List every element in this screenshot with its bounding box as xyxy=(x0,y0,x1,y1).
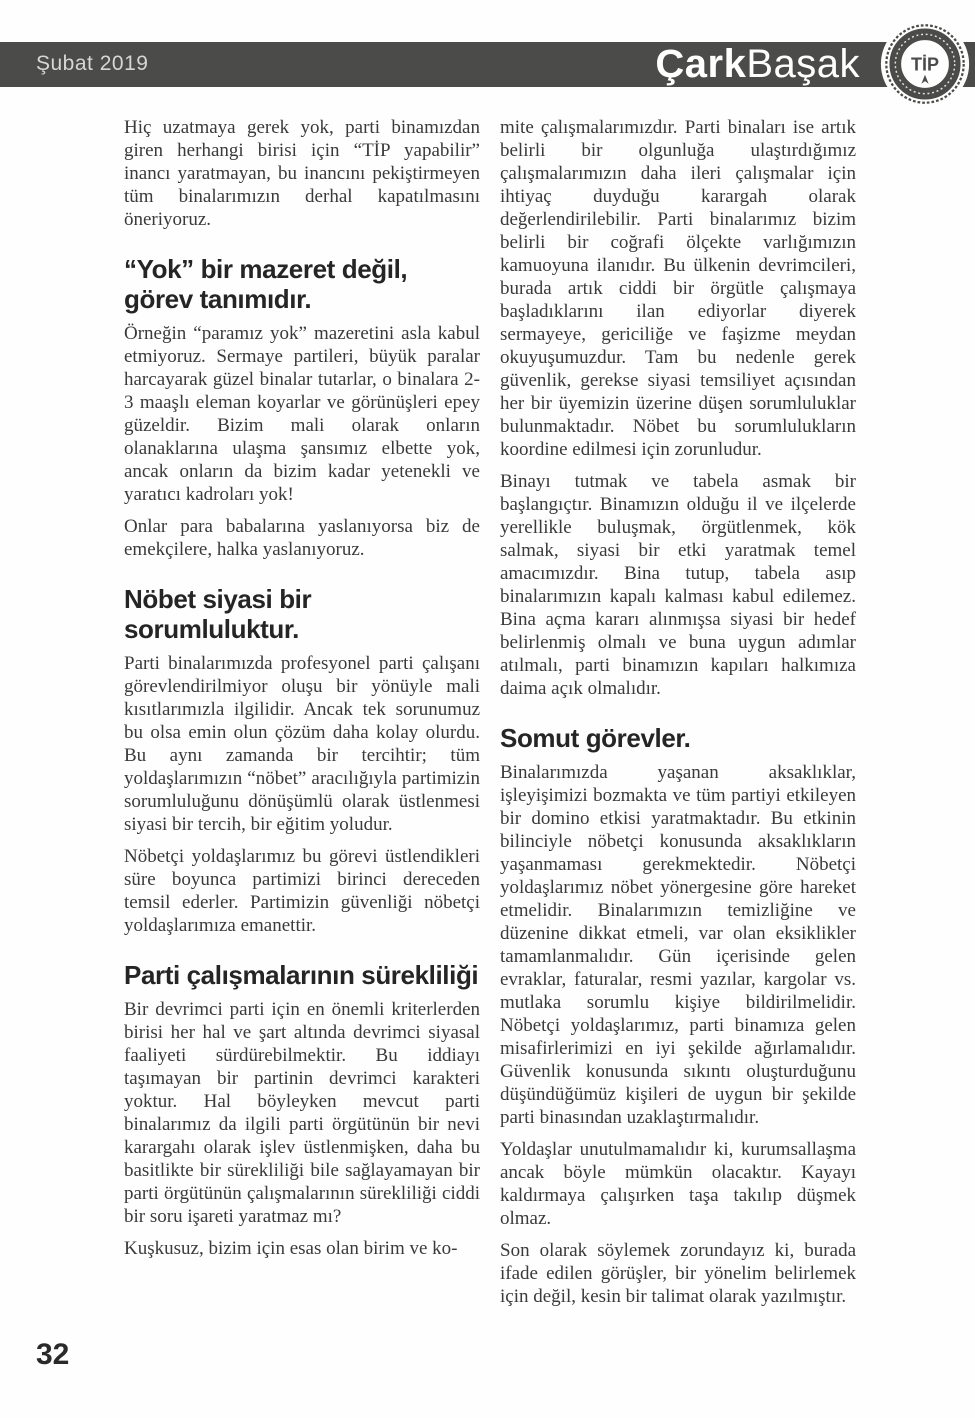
section-heading-line: görev tanımıdır. xyxy=(124,284,312,314)
article-paragraph: mite çalışmalarımızdır. Parti binaları ise artık belirli bir olgunluğa ulaştırdığımız çalışmalarımızın daha ileri çalışmalar için ihtiyaç duyduğu karargah olarak değerlendirilebilir. Parti binalarımız bizim belirli bir coğrafi ölçekte varlığımızın kamuoyuna ilanıdır. Bu ülkenin devrimcileri, burada artık ciddi bir örgütle çalışmaya başladıklarını ilan ediyorlar diyerek sermayeye, gericiliğe ve faşizme meydan okuyuşumuzdur. Tam bu nedenle gerek güvenlik, gerekse siyasi temsiliyet açısından her bir üyemizin üzerine düşen sorumluluklar bulunmaktadır. Nöbet bu sorumlulukların koordine edilmesi için zorunludur. xyxy=(500,117,856,460)
article-paragraph: Hiç uzatmaya gerek yok, parti binamızdan giren herhangi birisi için “TİP yapabilir” inancı yaratmayan, bu inancını pekiştirmeyen tüm binalarımızın derhal kapatılmasını öneriyoruz. xyxy=(124,117,480,230)
section-heading-somut-gorevler: Somut görevler. xyxy=(500,723,691,753)
article-paragraph: Binayı tutmak ve tabela asmak bir başlangıçtır. Binamızın olduğu il ve ilçelerde yerellikle buluşmak, örgütlenmek, kök salmak, siyasi bir etki yaratmak temel amacımızdır. Bina tutup, tabela asıp binalarımızın kapalı kalması kabul edilemez. Bina açma kararı alınmışsa siyasi bir hedef belirlenmiş olmalı ve buna uygun adımlar atılmalı, parti binamızın kapıları halkımıza daima açık olmalıdır. xyxy=(500,471,856,699)
article-column-right xyxy=(500,116,856,1317)
section-heading-mazeret xyxy=(124,254,480,314)
issue-date: Şubat 2019 xyxy=(36,52,149,75)
article-paragraph: Kuşkusuz, bizim için esas olan birim ve ko- xyxy=(124,1238,458,1259)
masthead-bold: Çark xyxy=(655,42,747,86)
logo-tip-text: TİP xyxy=(910,54,940,75)
article-paragraph: Bir devrimci parti için en önemli kriterlerden birisi her hal ve şart altında devrimci siyasal faaliyeti sürdürebilmektir. Bu iddiayı taşımayan bir partinin devrimci karakteri yoktur. Hal böyleyken mevcut parti binalarımız da ilgili parti örgütünün bir nevi karargahı olarak işlev üstlenmişken, daha bu basitlikte bir sürekliliği bile sağlayamayan bir parti örgütünün çalışmalarının sürekliliği ciddi bir soru işareti yaratmaz mı? xyxy=(124,999,480,1227)
article-column-left xyxy=(124,116,480,1269)
article-paragraph: Nöbetçi yoldaşlarımız bu görevi üstlendikleri süre boyunca partimizi birinci dereceden temsil ederler. Partimizin güvenliği nöbetçi yoldaşlarımıza emanettir. xyxy=(124,846,480,936)
section-heading-sureklilik: Parti çalışmalarının sürekliliği xyxy=(124,960,479,990)
article-paragraph: Binalarımızda yaşanan aksaklıklar, işleyişimizi bozmakta ve tüm partiyi etkileyen bir domino etkisi yaratmaktadır. Bu etkinin bilinciyle nöbetçi konusunda aksaklıkların yaşanmaması gerekmektedir. Nöbetçi yoldaşlarımız nöbet yönergesine göre hareket etmelidir. Binalarımızın temizliğine ve düzenine dikkat etmeli, var olan eksiklikler tamamlanmalıdır. Gün içerisinde gelen evraklar, faturalar, resmi yazılar, kargolar vs. mutlaka sorumlu kişiye bildirilmelidir. Nöbetçi yoldaşlarımız, parti binamıza gelen misafirlerimizi en iyi şekilde ağırlamalıdır. Güvenlik konusunda sıkıntı oluşturduğunu düşündüğümüz kişileri de uygun bir şekilde parti binasından uzaklaştırmalıdır. xyxy=(500,762,856,1128)
tip-party-logo-icon xyxy=(880,19,970,109)
article-paragraph: Örneğin “paramız yok” mazeretini asla kabul etmiyoruz. Sermaye partileri, büyük paralar harcayarak güzel binalar tutarlar, o binalara 2-3 maaşlı eleman koyarlar ve görünüşleri epey güzeldir. Bizim mali olarak onların olanaklarına ulaşma şansımız elbette yok, ancak onların da bizim kadar yetenekli ve yaratıcı kadroları yok! xyxy=(124,323,480,505)
article-paragraph: Parti binalarımızda profesyonel parti çalışanı görevlendirilmiyor oluşu bir yönüyle mali kısıtlarımızla ilgilidir. Ancak tek sorunumuz bu olsa emin olun çözüm daha kolay olurdu. Bu aynı zamanda bir tercihtir; tüm yoldaşlarımızın “nöbet” aracılığıyla partimizin sorumluluğunu dönüşümlü olarak üstlenmesi siyasi bir tercih, bir eğitim yoludur. xyxy=(124,653,480,835)
article-paragraph: Onlar para babalarına yaslanıyorsa biz de emekçilere, halka yaslanıyoruz. xyxy=(124,516,480,560)
section-heading-line: “Yok” bir mazeret değil, xyxy=(124,254,408,284)
masthead-title xyxy=(655,41,860,87)
article-paragraph: Yoldaşlar unutulmamalıdır ki, kurumsallaşma ancak böyle mümkün olacaktır. Kayayı kaldırmaya çalışırken taşa takılıp düşmek olmaz. xyxy=(500,1139,856,1229)
section-heading-nobet: Nöbet siyasi bir sorumluluktur. xyxy=(124,584,312,644)
page-number: 32 xyxy=(36,1338,70,1371)
masthead-light: Başak xyxy=(746,42,860,86)
article-paragraph: Son olarak söylemek zorundayız ki, burada ifade edilen görüşler, bir yönelim belirlemek için değil, kesin bir talimat olarak yazılmıştır. xyxy=(500,1240,856,1307)
